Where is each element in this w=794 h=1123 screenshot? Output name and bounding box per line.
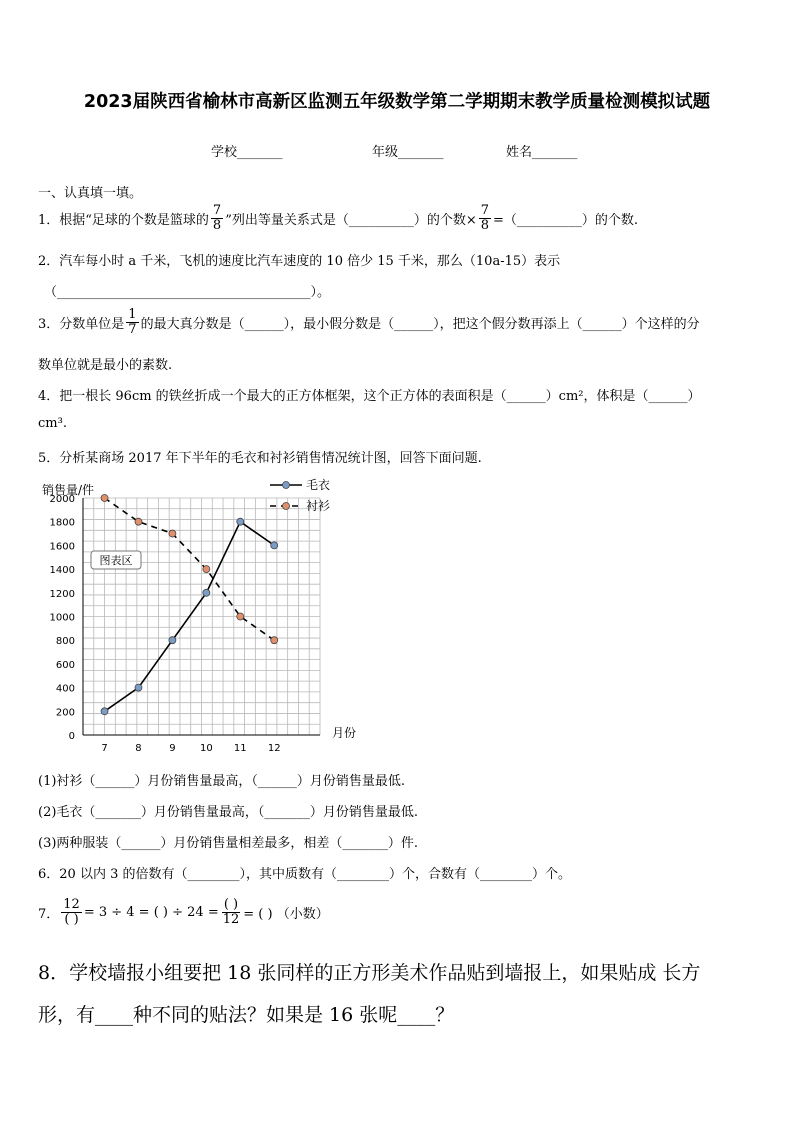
q1-fraction-1: $\frac{7}{8}$ <box>212 203 222 233</box>
grade-field: 年级_______ <box>372 145 444 160</box>
question-1 <box>38 204 638 233</box>
legend-marker <box>283 503 290 510</box>
question-6: 6．20 以内 3 的倍数有（________），其中质数有（________）个，合数有（________）个。 <box>38 867 571 882</box>
x-tick-label: 7 <box>101 743 108 754</box>
data-point <box>135 518 142 525</box>
q1-text-a: 1．根据“足球的个数是篮球的 <box>38 213 209 228</box>
data-point <box>101 708 108 715</box>
question-2-line2: （_______________________________________）。 <box>44 285 331 300</box>
question-4-line1: 4．把一根长 96cm 的铁丝折成一个最大的正方体框架，这个正方体的表面积是（______）cm²，体积是（______） <box>38 389 701 404</box>
y-tick-label: 800 <box>55 636 75 648</box>
question-8-line2: 形，有____种不同的贴法？如果是 16 张呢____？ <box>38 1004 455 1026</box>
y-tick-label: 1000 <box>49 612 75 624</box>
y-tick-label: 400 <box>55 683 75 695</box>
page-title: 2023届陕西省榆林市高新区监测五年级数学第二学期期末教学质量检测模拟试题 <box>83 92 711 112</box>
y-tick-label: 1200 <box>49 588 75 600</box>
x-tick-label: 8 <box>135 743 142 754</box>
school-field: 学校_______ <box>211 145 283 160</box>
y-tick-label: 600 <box>55 659 75 671</box>
question-2-line1: 2．汽车每小时 a 千米，飞机的速度比汽车速度的 10 倍少 15 千米，那么（10a-15）表示 <box>38 254 561 269</box>
q1-fraction-2: $\frac{7}{8}$ <box>480 203 490 233</box>
question-4-line2: cm³. <box>38 416 67 431</box>
q3-fraction: $\frac{1}{7}$ <box>128 307 137 337</box>
legend-label: 衬衫 <box>306 499 331 513</box>
question-7 <box>38 898 329 927</box>
x-axis-label: 月份 <box>332 726 357 740</box>
question-5-intro: 5．分析某商场 2017 年下半年的毛衣和衬衫销售情况统计图，回答下面问题. <box>38 451 482 466</box>
data-point <box>203 589 210 596</box>
y-tick-label: 200 <box>55 707 75 719</box>
x-tick-label: 12 <box>267 743 281 754</box>
y-tick-label: 1400 <box>49 565 75 577</box>
q7-fraction-2: $\frac{( )}{12}$ <box>222 897 240 927</box>
x-tick-label: 10 <box>199 743 213 754</box>
data-point <box>169 637 176 644</box>
question-5-sub1: (1)衬衫（______）月份销售量最高，（______）月份销售量最低. <box>38 774 406 789</box>
y-tick-label: 2000 <box>49 494 75 505</box>
chart-area-label: 图表区 <box>99 554 133 567</box>
x-tick-label: 11 <box>233 743 247 754</box>
question-5-sub2: (2)毛衣（_______）月份销售量最高，（_______）月份销售量最低. <box>38 805 419 820</box>
data-point <box>237 613 244 620</box>
data-point <box>101 495 108 502</box>
q7-label: 7． <box>38 907 60 922</box>
data-point <box>135 684 142 691</box>
question-3-line2: 数单位就是最小的素数. <box>38 358 173 373</box>
x-tick-label: 9 <box>169 743 176 754</box>
q3-text-a: 3．分数单位是 <box>38 317 125 332</box>
legend-label: 毛衣 <box>306 478 331 492</box>
q1-text-c: =（__________）的个数. <box>493 213 639 228</box>
y-tick-label: 1600 <box>49 541 75 553</box>
question-3 <box>38 308 700 337</box>
q3-text-b: 的最大真分数是（______），最小假分数是（______），把这个假分数再添上（______）个这样的分 <box>140 317 700 332</box>
data-point <box>271 637 278 644</box>
legend-marker <box>283 482 290 489</box>
q7-equation-mid: = 3 ÷ 4 = ( ) ÷ 24 = <box>83 905 219 920</box>
question-8-line1: 8．学校墙报小组要把 18 张同样的正方形美术作品贴到墙报上，如果贴成 长方 <box>38 962 701 984</box>
data-point <box>271 542 278 549</box>
y-tick-label: 0 <box>68 731 75 742</box>
section-heading: 一、认真填一填。 <box>38 186 143 201</box>
q7-equation-tail: = ( ) （小数） <box>243 907 329 922</box>
q1-text-b: ”列出等量关系式是（__________）的个数× <box>225 213 477 228</box>
data-point <box>169 530 176 537</box>
name-field: 姓名_______ <box>506 145 578 160</box>
sales-line-chart <box>38 476 368 754</box>
data-point <box>237 518 244 525</box>
data-point <box>203 566 210 573</box>
y-tick-label: 1800 <box>49 517 75 529</box>
q7-fraction-1: $\frac{12}{( )}$ <box>63 897 80 927</box>
y-axis-label: 销售量/件 <box>42 483 95 497</box>
question-5-sub3: (3)两种服装（______）月份销售量相差最多，相差（_______）件. <box>38 836 419 851</box>
